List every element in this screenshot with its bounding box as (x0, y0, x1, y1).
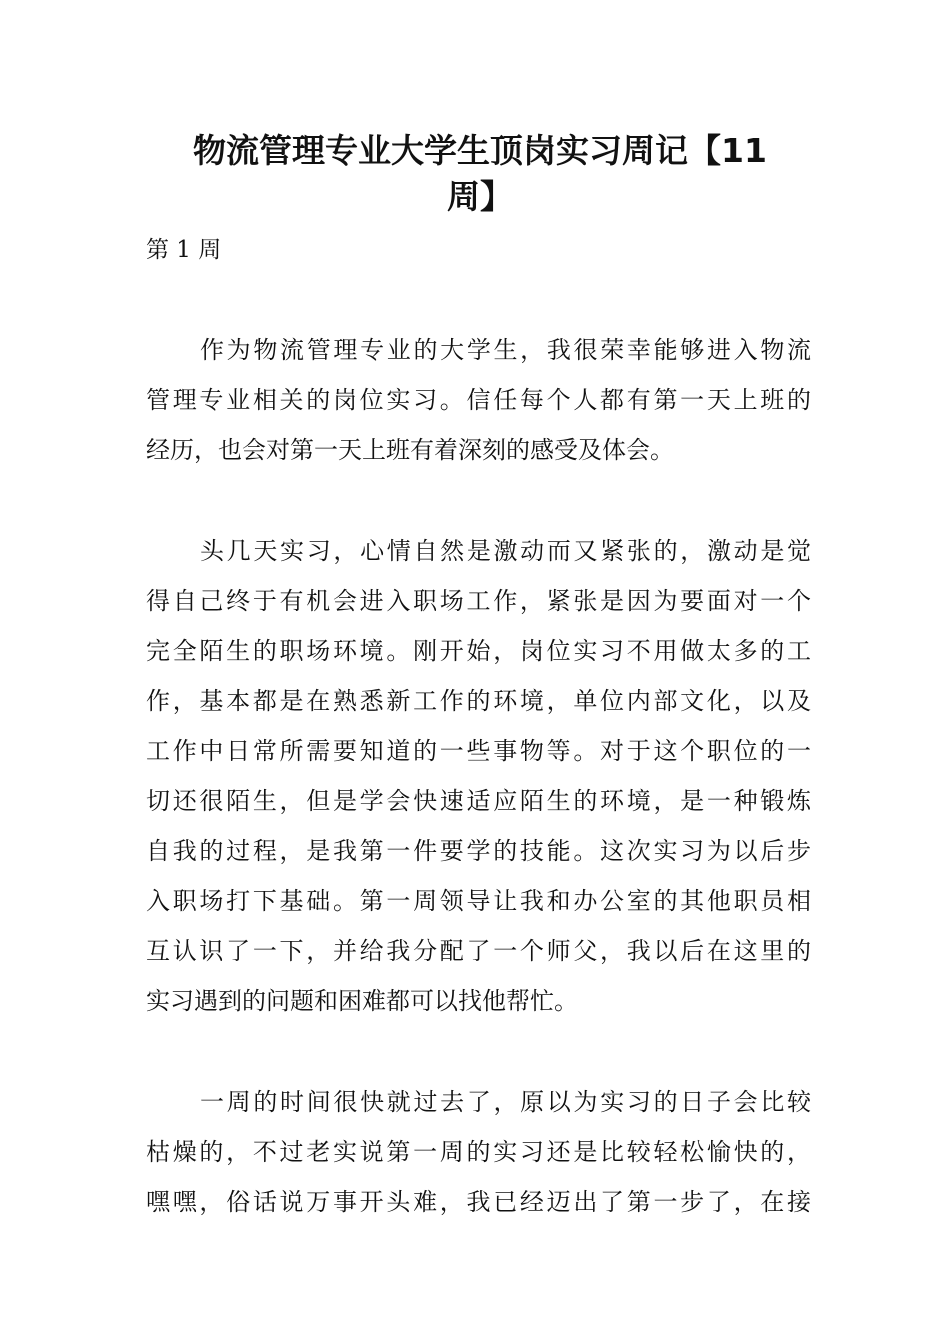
paragraph-line: 工作中日常所需要知道的一些事物等。对于这个职位的一 (146, 737, 811, 765)
paragraph-line: 嘿嘿，俗话说万事开头难，我已经迈出了第一步了，在接 (146, 1188, 811, 1216)
paragraph-line: 枯燥的，不过老实说第一周的实习还是比较轻松愉快的， (146, 1138, 811, 1166)
paragraph-line: 作为物流管理专业的大学生，我很荣幸能够进入物流 (200, 336, 811, 364)
paragraph (146, 1077, 811, 1227)
document-title (140, 128, 820, 220)
paragraph (146, 325, 811, 475)
title-line: 周】 (447, 177, 513, 216)
paragraph-line: 经历，也会对第一天上班有着深刻的感受及体会。 (146, 436, 674, 464)
paragraph-line: 实习遇到的问题和困难都可以找他帮忙。 (146, 987, 578, 1015)
paragraph-line: 得自己终于有机会进入职场工作，紧张是因为要面对一个 (146, 587, 811, 615)
paragraph (146, 526, 811, 1026)
paragraph-line: 管理专业相关的岗位实习。信任每个人都有第一天上班的 (146, 386, 811, 414)
paragraph-line: 作，基本都是在熟悉新工作的环境，单位内部文化，以及 (146, 687, 811, 715)
paragraph-line: 完全陌生的职场环境。刚开始，岗位实习不用做太多的工 (146, 637, 811, 665)
title-line: 物流管理专业大学生顶岗实习周记【11 (193, 131, 767, 170)
paragraph-line: 入职场打下基础。第一周领导让我和办公室的其他职员相 (146, 887, 811, 915)
paragraph-line: 一周的时间很快就过去了，原以为实习的日子会比较 (200, 1088, 811, 1116)
paragraph-line: 自我的过程，是我第一件要学的技能。这次实习为以后步 (146, 837, 811, 865)
paragraph-line: 切还很陌生，但是学会快速适应陌生的环境，是一种锻炼 (146, 787, 811, 815)
week-heading: 第 1 周 (146, 237, 222, 263)
paragraph-line: 互认识了一下，并给我分配了一个师父，我以后在这里的 (146, 937, 811, 965)
paragraph-line: 头几天实习，心情自然是激动而又紧张的，激动是觉 (200, 537, 811, 565)
